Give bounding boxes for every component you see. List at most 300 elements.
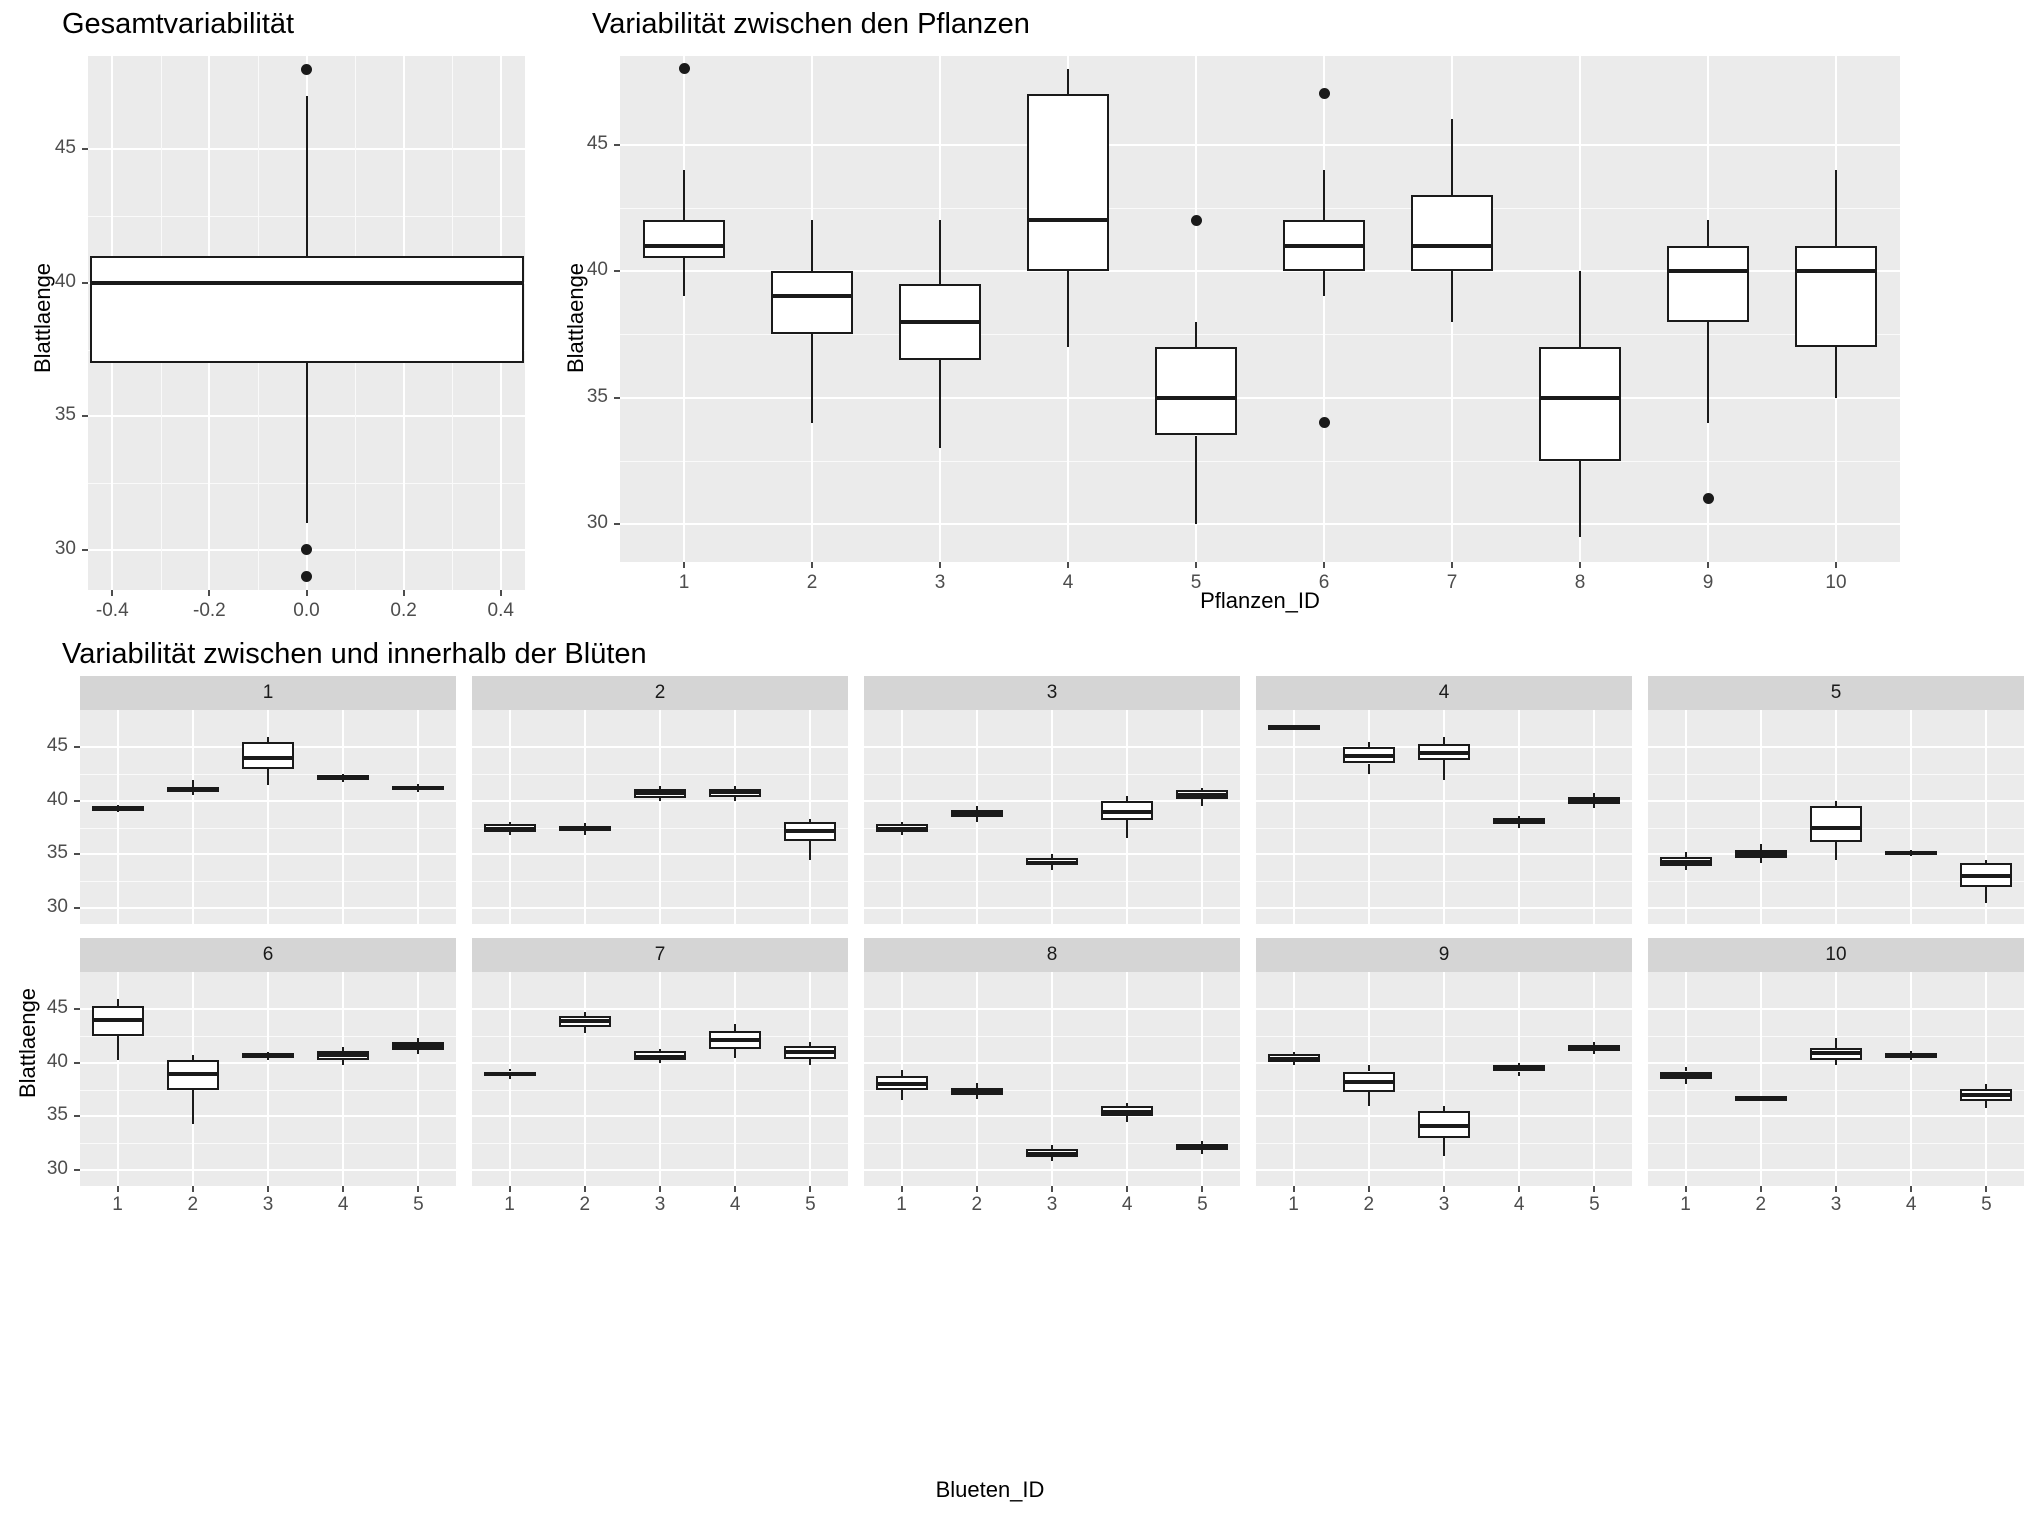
x-tick-label: 2	[1755, 1194, 1767, 1215]
box	[1155, 347, 1237, 436]
gridline-major-vertical	[1760, 972, 1762, 1186]
x-tickmark	[509, 1186, 511, 1192]
x-tickmark	[192, 1186, 194, 1192]
x-tick-label: 5	[1197, 1194, 1208, 1215]
facet-strip-label: 4	[1438, 682, 1450, 703]
x-tick-label: 0.2	[390, 600, 417, 621]
gridline-major-vertical	[1593, 972, 1595, 1186]
median-line	[1660, 860, 1712, 864]
facet-strip	[80, 676, 456, 710]
facet-plot-area	[864, 710, 1240, 924]
whisker-lower	[1126, 820, 1128, 838]
facet-strip-label: 7	[654, 944, 666, 965]
facet-strip	[1648, 938, 2024, 972]
y-tick-label: 30	[46, 895, 68, 917]
x-axis-title-p3: Blueten_ID	[935, 1477, 1045, 1502]
facet-strip-label: 9	[1438, 944, 1450, 965]
median-line	[1155, 396, 1237, 400]
median-line	[1960, 874, 2012, 878]
median-line	[1026, 861, 1078, 865]
gridline-major-vertical	[734, 710, 736, 924]
y-tick-label: 45	[46, 997, 68, 1019]
whisker-lower	[584, 831, 586, 835]
gridline-major-vertical	[1051, 710, 1053, 924]
whisker-lower	[901, 1090, 903, 1101]
facet-strip	[80, 938, 456, 972]
x-tickmark	[1593, 1186, 1595, 1192]
facet-plot-area	[80, 972, 456, 1186]
median-line	[167, 788, 219, 792]
facet-strip-label: 3	[1046, 682, 1058, 703]
x-tickmark	[1985, 1186, 1987, 1192]
whisker-lower	[734, 1049, 736, 1058]
x-tick-label: 2	[579, 1194, 591, 1215]
median-line	[559, 826, 611, 830]
gridline-major-vertical	[1323, 56, 1325, 562]
median-line	[1735, 1096, 1787, 1100]
x-tick-label: 5	[1190, 572, 1202, 593]
whisker-lower	[1985, 887, 1987, 903]
median-line	[1418, 1124, 1470, 1128]
gridline-major-vertical	[584, 972, 586, 1186]
plot-area-p2	[620, 56, 1900, 562]
outlier-point	[1319, 417, 1330, 428]
x-tick-label: 3	[1438, 1194, 1450, 1215]
y-axis-title-p2: Blattlaenge	[563, 262, 588, 374]
facet-plot-area	[1648, 972, 2024, 1186]
whisker-lower	[509, 832, 511, 835]
y-tick-label: 40	[586, 259, 608, 281]
facet-strip	[1256, 676, 1632, 710]
x-tickmark	[1760, 1186, 1762, 1192]
whisker-lower	[267, 769, 269, 785]
whisker-lower	[267, 1058, 269, 1060]
panel-title-blueten: Variabilität zwischen und innerhalb der Blüten	[62, 638, 647, 670]
median-line	[1667, 269, 1749, 273]
x-tickmark	[267, 1186, 269, 1192]
x-tickmark	[1323, 562, 1325, 568]
x-tickmark	[342, 1186, 344, 1192]
whisker-lower	[1685, 866, 1687, 870]
x-tick-label: 0.4	[487, 600, 514, 621]
whisker-upper	[1451, 119, 1453, 195]
x-tick-label: 5	[413, 1194, 424, 1215]
whisker-lower	[1593, 804, 1595, 808]
x-tick-label: 2	[806, 572, 818, 593]
whisker-lower	[192, 1090, 194, 1124]
gridline-major-vertical	[192, 710, 194, 924]
whisker-upper	[306, 96, 308, 256]
y-axis-title-p1: Blattlaenge	[30, 262, 55, 374]
gridline-major-vertical	[734, 972, 736, 1186]
x-tick-label: 3	[1046, 1194, 1058, 1215]
whisker-lower	[1126, 1116, 1128, 1121]
x-tick-label: 0.0	[293, 600, 320, 621]
median-line	[951, 1090, 1003, 1094]
median-line	[951, 812, 1003, 816]
x-tickmark	[1518, 1186, 1520, 1192]
median-line	[1885, 851, 1937, 855]
x-tick-label: 3	[654, 1194, 666, 1215]
median-line	[1539, 396, 1621, 400]
median-line	[392, 1044, 444, 1048]
whisker-lower	[683, 258, 685, 296]
facet-plot-area	[80, 710, 456, 924]
x-tickmark	[683, 562, 685, 568]
x-tickmark	[1579, 562, 1581, 568]
gridline-major-vertical	[1126, 972, 1128, 1186]
median-line	[1268, 1057, 1320, 1061]
whisker-upper	[1835, 170, 1837, 246]
x-tick-label: 4	[337, 1194, 349, 1215]
x-tickmark	[734, 1186, 736, 1192]
whisker-lower	[976, 1095, 978, 1099]
median-line	[167, 1072, 219, 1076]
x-tick-label: 3	[934, 572, 946, 593]
gridline-major-vertical	[683, 56, 685, 562]
facet-strip-label: 10	[1825, 944, 1847, 965]
median-line	[242, 756, 294, 760]
y-tick-label: 30	[586, 512, 608, 534]
whisker-lower	[1051, 1157, 1053, 1161]
gridline-major-vertical	[267, 972, 269, 1186]
median-line	[1418, 751, 1470, 755]
whisker-lower	[901, 832, 903, 835]
whisker-lower	[1368, 764, 1370, 775]
median-line	[392, 786, 444, 790]
x-tick-label: 8	[1574, 572, 1586, 593]
median-line	[92, 806, 144, 810]
x-tick-label: 2	[187, 1194, 199, 1215]
y-tick-label: 45	[54, 137, 76, 159]
median-line	[1493, 820, 1545, 824]
gridline-major-vertical	[1910, 972, 1912, 1186]
x-tickmark	[208, 590, 210, 596]
gridline-major-vertical	[584, 710, 586, 924]
gridline-major-vertical	[342, 972, 344, 1186]
x-tick-label: 2	[1363, 1194, 1375, 1215]
whisker-lower	[1067, 271, 1069, 347]
whisker-lower	[1518, 824, 1520, 827]
median-line	[1493, 1066, 1545, 1070]
x-tickmark	[1451, 562, 1453, 568]
facet-strip	[1648, 676, 2024, 710]
median-line	[643, 244, 725, 248]
x-tick-label: 4	[729, 1194, 741, 1215]
whisker-lower	[1201, 799, 1203, 806]
median-line	[1810, 1051, 1862, 1055]
x-tickmark	[584, 1186, 586, 1192]
x-tickmark	[117, 1186, 119, 1192]
box	[1027, 94, 1109, 271]
median-line	[1268, 725, 1320, 729]
y-tick-label: 35	[54, 404, 76, 426]
x-tickmark	[1293, 1186, 1295, 1192]
gridline-major-vertical	[1518, 972, 1520, 1186]
whisker-lower	[584, 1027, 586, 1033]
median-line	[1101, 1110, 1153, 1114]
whisker-lower	[1760, 858, 1762, 863]
whisker-lower	[809, 1059, 811, 1065]
median-line	[242, 1053, 294, 1057]
y-tick-label: 40	[46, 1050, 68, 1072]
median-line	[1176, 1145, 1228, 1149]
facet-strip	[864, 938, 1240, 972]
outlier-point	[679, 63, 690, 74]
box	[90, 256, 524, 363]
median-line	[1411, 244, 1493, 248]
x-tickmark	[976, 1186, 978, 1192]
whisker-lower	[1707, 322, 1709, 423]
facet-strip	[472, 938, 848, 972]
y-tick-label: 40	[46, 788, 68, 810]
plot-area-p1	[88, 56, 525, 590]
x-tick-label: 7	[1446, 572, 1458, 593]
whisker-upper	[1579, 271, 1581, 347]
x-tickmark	[1126, 1186, 1128, 1192]
box	[1411, 195, 1493, 271]
median-line	[1568, 799, 1620, 803]
median-line	[899, 320, 981, 324]
x-tickmark	[500, 590, 502, 596]
gridline-major-vertical	[1685, 710, 1687, 924]
gridline-major-vertical	[509, 972, 511, 1186]
median-line	[317, 1053, 369, 1057]
y-axis-title-p3: Blattlaenge	[15, 987, 40, 1099]
gridline-major-vertical	[1760, 710, 1762, 924]
box	[1795, 246, 1877, 347]
facet-strip	[472, 676, 848, 710]
whisker-upper	[192, 780, 194, 787]
box	[643, 220, 725, 258]
x-tick-label: 1	[1288, 1194, 1299, 1215]
gridline-major-vertical	[509, 710, 511, 924]
whisker-upper	[683, 170, 685, 221]
median-line	[1343, 1080, 1395, 1084]
facet-strip-label: 2	[654, 682, 666, 703]
x-tickmark	[811, 562, 813, 568]
facet-strip	[1256, 938, 1632, 972]
facet-strip-label: 5	[1830, 682, 1842, 703]
y-tick-label: 30	[46, 1157, 68, 1179]
whisker-lower	[1201, 1150, 1203, 1154]
x-tickmark	[939, 562, 941, 568]
box	[1810, 806, 1862, 841]
gridline-major-vertical	[1293, 710, 1295, 924]
x-tick-label: 1	[112, 1194, 123, 1215]
x-tickmark	[901, 1186, 903, 1192]
y-tick-label: 35	[586, 385, 608, 407]
x-tick-label: 5	[1981, 1194, 1992, 1215]
facet-plot-area	[472, 710, 848, 924]
x-tickmark	[306, 590, 308, 596]
gridline-major-vertical	[1835, 972, 1837, 1186]
y-tick-label: 35	[46, 1104, 68, 1126]
x-tickmark	[1201, 1186, 1203, 1192]
x-tickmark	[1195, 562, 1197, 568]
x-tick-label: 3	[1830, 1194, 1842, 1215]
x-tick-label: 5	[1589, 1194, 1600, 1215]
whisker-lower	[659, 1060, 661, 1063]
outlier-point	[1191, 215, 1202, 226]
median-line	[1343, 754, 1395, 758]
x-tickmark	[1707, 562, 1709, 568]
median-line	[1810, 826, 1862, 830]
x-tick-label: 4	[1513, 1194, 1525, 1215]
whisker-upper	[811, 220, 813, 271]
x-tick-label: 5	[805, 1194, 816, 1215]
whisker-upper	[1443, 737, 1445, 744]
x-tick-label: 2	[971, 1194, 983, 1215]
whisker-lower	[811, 334, 813, 423]
median-line	[709, 1038, 761, 1042]
x-tickmark	[809, 1186, 811, 1192]
median-line	[1795, 269, 1877, 273]
panel-title-gesamtvariabilitaet: Gesamtvariabilität	[62, 8, 295, 40]
whisker-lower	[659, 798, 661, 801]
median-line	[634, 1055, 686, 1059]
median-line	[771, 294, 853, 298]
x-tickmark	[1835, 562, 1837, 568]
outlier-point	[301, 544, 312, 555]
whisker-lower	[734, 797, 736, 801]
whisker-lower	[342, 1060, 344, 1065]
x-tick-label: 3	[262, 1194, 274, 1215]
x-tickmark	[1443, 1186, 1445, 1192]
median-line	[1026, 1152, 1078, 1156]
whisker-upper	[1067, 69, 1069, 94]
median-line	[484, 1072, 536, 1076]
x-tickmark	[1067, 562, 1069, 568]
median-line	[559, 1019, 611, 1023]
median-line	[90, 281, 524, 285]
gridline-major-vertical	[809, 972, 811, 1186]
whisker-lower	[1985, 1101, 1987, 1107]
gridline-major-vertical	[1593, 710, 1595, 924]
x-tick-label: 10	[1825, 572, 1847, 593]
whisker-lower	[1451, 271, 1453, 322]
median-line	[876, 827, 928, 831]
outlier-point	[1703, 493, 1714, 504]
whisker-lower	[342, 780, 344, 782]
median-line	[484, 827, 536, 831]
median-line	[784, 1050, 836, 1054]
whisker-lower	[1910, 1058, 1912, 1060]
gridline-major-vertical	[417, 710, 419, 924]
panel-title-zwischen-pflanzen: Variabilität zwischen den Pflanzen	[592, 8, 1030, 40]
x-axis-title-p2: Pflanzen_ID	[1200, 588, 1320, 613]
median-line	[1735, 852, 1787, 856]
whisker-lower	[1368, 1092, 1370, 1106]
outlier-point	[1319, 88, 1330, 99]
whisker-lower	[1579, 461, 1581, 537]
whisker-lower	[417, 790, 419, 792]
y-tick-label: 30	[54, 537, 76, 559]
x-tick-label: 1	[678, 572, 690, 593]
whisker-lower	[117, 1036, 119, 1060]
box	[1667, 246, 1749, 322]
x-tick-label: 4	[1121, 1194, 1133, 1215]
whisker-lower	[1443, 1138, 1445, 1156]
median-line	[1283, 244, 1365, 248]
median-line	[634, 791, 686, 795]
x-tick-label: 1	[1680, 1194, 1691, 1215]
whisker-lower	[1443, 760, 1445, 779]
whisker-lower	[976, 817, 978, 822]
whisker-lower	[192, 792, 194, 794]
facet-plot-area	[1256, 972, 1632, 1186]
facet-strip	[864, 676, 1240, 710]
whisker-upper	[1195, 322, 1197, 347]
gridline-major-vertical	[659, 972, 661, 1186]
whisker-lower	[809, 841, 811, 860]
whisker-lower	[417, 1050, 419, 1054]
median-line	[709, 790, 761, 794]
facet-strip-label: 6	[262, 944, 274, 965]
x-tick-label: 4	[1062, 572, 1074, 593]
y-tick-label: 45	[586, 132, 608, 154]
x-tickmark	[1910, 1186, 1912, 1192]
x-tickmark	[111, 590, 113, 596]
whisker-upper	[939, 220, 941, 283]
whisker-upper	[117, 999, 119, 1006]
whisker-lower	[1323, 271, 1325, 296]
x-tick-label: 4	[1905, 1194, 1917, 1215]
median-line	[1176, 793, 1228, 797]
whisker-lower	[1593, 1051, 1595, 1054]
gridline-major-vertical	[117, 710, 119, 924]
x-tick-label: 9	[1702, 572, 1714, 593]
median-line	[317, 775, 369, 779]
median-line	[1960, 1093, 2012, 1097]
whisker-lower	[509, 1076, 511, 1079]
facet-strip-label: 1	[262, 682, 274, 703]
median-line	[1027, 218, 1109, 222]
x-tick-label: 1	[504, 1194, 515, 1215]
x-tickmark	[1835, 1186, 1837, 1192]
whisker-upper	[1835, 1038, 1837, 1048]
facet-plot-area	[472, 972, 848, 1186]
median-line	[784, 829, 836, 833]
gridline-major-vertical	[809, 710, 811, 924]
median-line	[1568, 1046, 1620, 1050]
whisker-lower	[1685, 1079, 1687, 1084]
y-tick-label: 35	[46, 842, 68, 864]
median-line	[1885, 1053, 1937, 1057]
facet-plot-area	[864, 972, 1240, 1186]
outlier-point	[301, 571, 312, 582]
gridline-major-vertical	[417, 972, 419, 1186]
gridline-major-vertical	[976, 972, 978, 1186]
x-tick-label: 6	[1318, 572, 1330, 593]
x-tick-label: -0.4	[95, 600, 129, 621]
whisker-upper	[1323, 170, 1325, 221]
box	[1539, 347, 1621, 461]
whisker-upper	[1707, 220, 1709, 245]
x-tick-label: 1	[896, 1194, 907, 1215]
whisker-lower	[117, 811, 119, 812]
facet-strip-label: 8	[1046, 944, 1058, 965]
facet-plot-area	[1648, 710, 2024, 924]
x-tickmark	[659, 1186, 661, 1192]
outlier-point	[301, 64, 312, 75]
whisker-lower	[1051, 865, 1053, 870]
whisker-lower	[1518, 1072, 1520, 1076]
gridline-major-vertical	[659, 710, 661, 924]
x-tick-label: -0.2	[193, 600, 226, 621]
x-tickmark	[1368, 1186, 1370, 1192]
whisker-lower	[1835, 842, 1837, 860]
